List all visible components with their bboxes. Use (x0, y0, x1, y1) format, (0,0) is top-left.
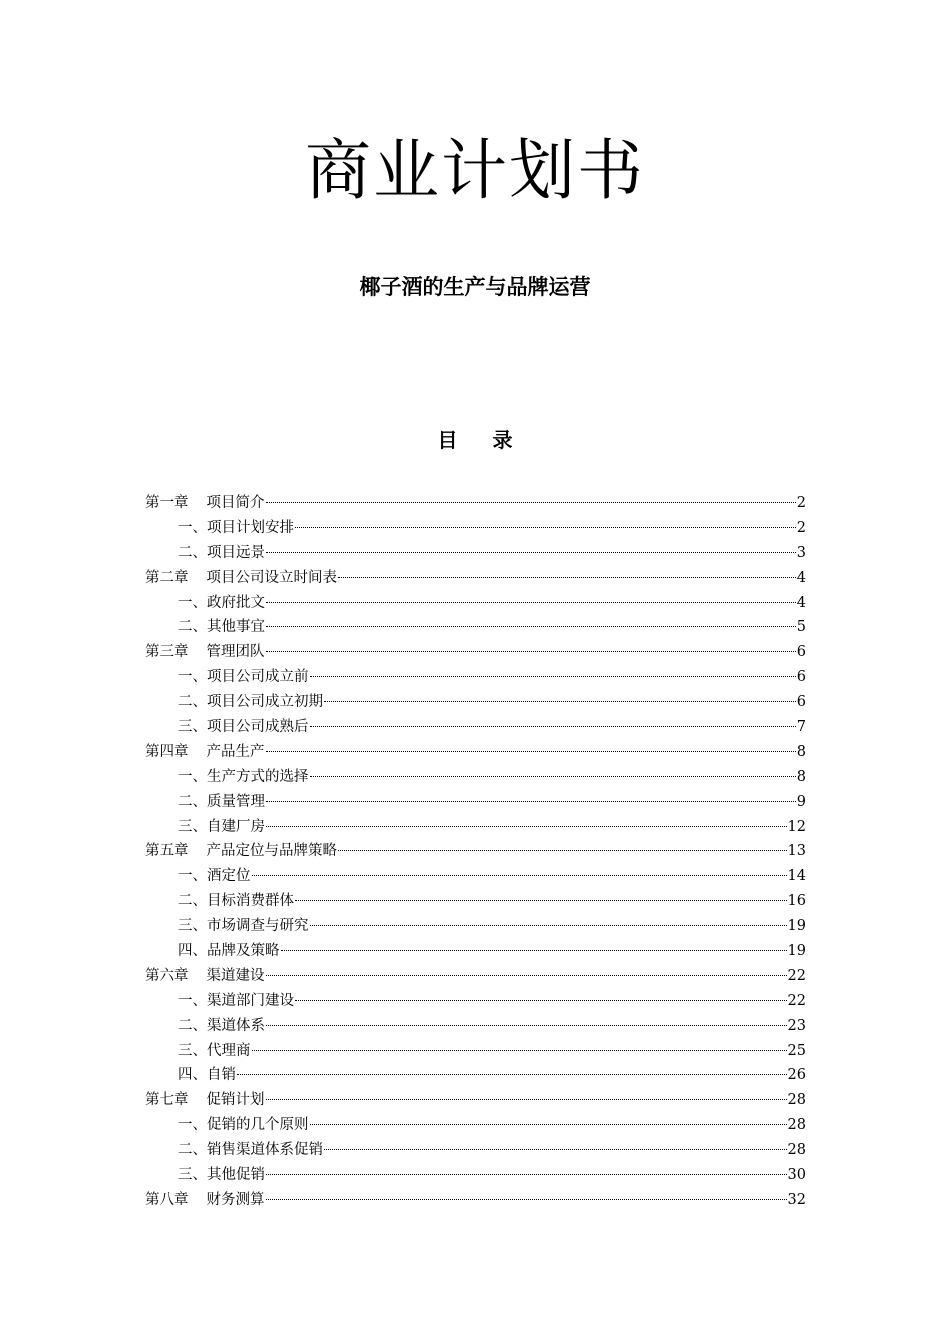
toc-dot-leader (310, 675, 796, 677)
toc-section-entry[interactable] (145, 939, 806, 964)
toc-dot-leader (266, 1198, 787, 1200)
toc-page-number: 9 (796, 793, 806, 810)
toc-entry-title: 促销计划 (206, 1092, 265, 1109)
toc-page-number: 13 (787, 843, 806, 860)
toc-page-number: 4 (796, 569, 806, 586)
toc-section-entry[interactable] (145, 665, 806, 690)
toc-dot-leader (266, 1024, 787, 1026)
toc-entry-title: 产品生产 (206, 743, 265, 760)
toc-page-number: 6 (796, 644, 806, 661)
toc-page-number: 12 (787, 818, 806, 835)
toc-section-entry[interactable] (145, 864, 806, 889)
toc-section-entry[interactable] (145, 1138, 806, 1163)
toc-dot-leader (252, 1049, 787, 1051)
toc-page-number: 3 (796, 544, 806, 561)
toc-page-number: 23 (787, 1017, 806, 1034)
toc-dot-leader (310, 775, 796, 777)
toc-chapter-entry[interactable] (145, 964, 806, 989)
toc-entry-title: 一、酒定位 (178, 868, 251, 885)
toc-chapter-number: 第一章 (145, 495, 189, 511)
toc-page-number: 32 (787, 1191, 806, 1208)
toc-entry-title: 四、自销 (178, 1067, 236, 1084)
toc-entry-title: 三、市场调查与研究 (178, 918, 309, 935)
toc-entry-title: 三、项目公司成熟后 (178, 719, 309, 736)
toc-dot-leader (338, 849, 787, 851)
toc-chapter-entry[interactable] (145, 566, 806, 591)
toc-chapter-entry[interactable] (145, 640, 806, 665)
toc-chapter-number: 第三章 (145, 644, 189, 661)
toc-entry-title: 一、政府批文 (178, 594, 265, 611)
document-subtitle: 椰子酒的生产与品牌运营 (359, 274, 591, 299)
toc-chapter-number: 第二章 (145, 569, 189, 586)
document-title: 商业计划书 (305, 132, 645, 209)
toc-entry-title: 财务测算 (206, 1191, 265, 1208)
toc-section-entry[interactable] (145, 989, 806, 1014)
toc-page-number: 26 (787, 1067, 806, 1084)
toc-chapter-number: 第四章 (145, 743, 189, 760)
toc-entry-title: 一、项目计划安排 (178, 519, 294, 536)
toc-page-number: 6 (796, 694, 806, 711)
toc-chapter-entry[interactable] (145, 839, 806, 864)
toc-page-number: 28 (787, 1142, 806, 1159)
toc-dot-leader (324, 1148, 787, 1150)
toc-entry-title: 三、其他促销 (178, 1167, 265, 1184)
toc-dot-leader (266, 501, 796, 503)
toc-section-entry[interactable] (145, 1163, 806, 1188)
toc-entry-title: 项目公司设立时间表 (206, 569, 337, 586)
toc-entry-title: 一、生产方式的选择 (178, 768, 309, 785)
toc-entry-title: 一、渠道部门建设 (178, 992, 294, 1009)
toc-dot-leader (266, 825, 787, 827)
toc-page-number: 28 (787, 1092, 806, 1109)
toc-entry-title: 二、其他事宜 (178, 619, 265, 636)
toc-entry-title: 二、渠道体系 (178, 1017, 265, 1034)
toc-dot-leader (324, 700, 796, 702)
toc-chapter-number: 第五章 (145, 843, 189, 860)
toc-page-number: 4 (796, 594, 806, 611)
toc-dot-leader (266, 800, 796, 802)
table-of-contents (145, 491, 806, 1213)
toc-dot-leader (266, 974, 787, 976)
toc-page-number: 22 (787, 967, 806, 984)
toc-chapter-number: 第七章 (145, 1092, 189, 1109)
toc-page-number: 2 (796, 495, 806, 511)
toc-entry-title: 项目简介 (206, 495, 265, 511)
toc-dot-leader (281, 949, 787, 951)
toc-dot-leader (338, 576, 796, 578)
toc-dot-leader (295, 526, 796, 528)
toc-chapter-number: 第八章 (145, 1191, 189, 1208)
toc-entry-title: 二、目标消费群体 (178, 893, 294, 910)
toc-page-number: 25 (787, 1042, 806, 1059)
toc-page-number: 19 (787, 943, 806, 960)
toc-entry-title: 渠道建设 (206, 967, 265, 984)
toc-section-entry[interactable] (145, 790, 806, 815)
toc-entry-title: 三、自建厂房 (178, 818, 265, 835)
toc-section-entry[interactable] (145, 889, 806, 914)
toc-section-entry[interactable] (145, 516, 806, 541)
toc-page-number: 28 (787, 1117, 806, 1134)
toc-dot-leader (310, 924, 787, 926)
toc-page-number: 2 (796, 519, 806, 536)
toc-section-entry[interactable] (145, 591, 806, 616)
toc-page-number: 8 (796, 768, 806, 785)
toc-section-entry[interactable] (145, 815, 806, 840)
toc-dot-leader (266, 601, 796, 603)
toc-page-number: 30 (787, 1167, 806, 1184)
toc-page-number: 16 (787, 893, 806, 910)
toc-entry-title: 二、项目远景 (178, 544, 265, 561)
toc-entry-title: 二、质量管理 (178, 793, 265, 810)
toc-chapter-entry[interactable] (145, 1088, 806, 1113)
toc-section-entry[interactable] (145, 615, 806, 640)
toc-entry-title: 二、销售渠道体系促销 (178, 1142, 323, 1159)
toc-page-number: 8 (796, 743, 806, 760)
toc-dot-leader (266, 1098, 787, 1100)
toc-chapter-number: 第六章 (145, 967, 189, 984)
toc-section-entry[interactable] (145, 690, 806, 715)
toc-entry-title: 一、项目公司成立前 (178, 669, 309, 686)
toc-entry-title: 管理团队 (206, 644, 265, 661)
toc-chapter-entry[interactable] (145, 491, 806, 516)
toc-section-entry[interactable] (145, 1063, 806, 1088)
toc-dot-leader (266, 650, 796, 652)
toc-section-entry[interactable] (145, 1039, 806, 1064)
toc-dot-leader (295, 899, 787, 901)
toc-chapter-entry[interactable] (145, 1188, 806, 1213)
toc-dot-leader (237, 1073, 787, 1075)
toc-section-entry[interactable] (145, 1113, 806, 1138)
toc-dot-leader (252, 874, 787, 876)
toc-page-number: 5 (796, 619, 806, 636)
toc-dot-leader (310, 1123, 787, 1125)
toc-section-entry[interactable] (145, 1014, 806, 1039)
toc-heading: 目 录 (437, 428, 527, 452)
toc-section-entry[interactable] (145, 914, 806, 939)
toc-entry-title: 一、促销的几个原则 (178, 1117, 309, 1134)
toc-page-number: 6 (796, 669, 806, 686)
toc-entry-title: 二、项目公司成立初期 (178, 694, 323, 711)
toc-dot-leader (266, 1173, 787, 1175)
toc-section-entry[interactable] (145, 765, 806, 790)
toc-page-number: 14 (787, 868, 806, 885)
toc-dot-leader (310, 725, 796, 727)
toc-section-entry[interactable] (145, 715, 806, 740)
toc-entry-title: 三、代理商 (178, 1042, 251, 1059)
toc-section-entry[interactable] (145, 541, 806, 566)
toc-dot-leader (266, 551, 796, 553)
toc-entry-title: 产品定位与品牌策略 (206, 843, 337, 860)
toc-chapter-entry[interactable] (145, 740, 806, 765)
toc-dot-leader (266, 625, 796, 627)
toc-entry-title: 四、品牌及策略 (178, 943, 280, 960)
toc-dot-leader (295, 999, 787, 1001)
toc-page-number: 19 (787, 918, 806, 935)
toc-dot-leader (266, 750, 796, 752)
toc-page-number: 22 (787, 992, 806, 1009)
toc-page-number: 7 (796, 719, 806, 736)
